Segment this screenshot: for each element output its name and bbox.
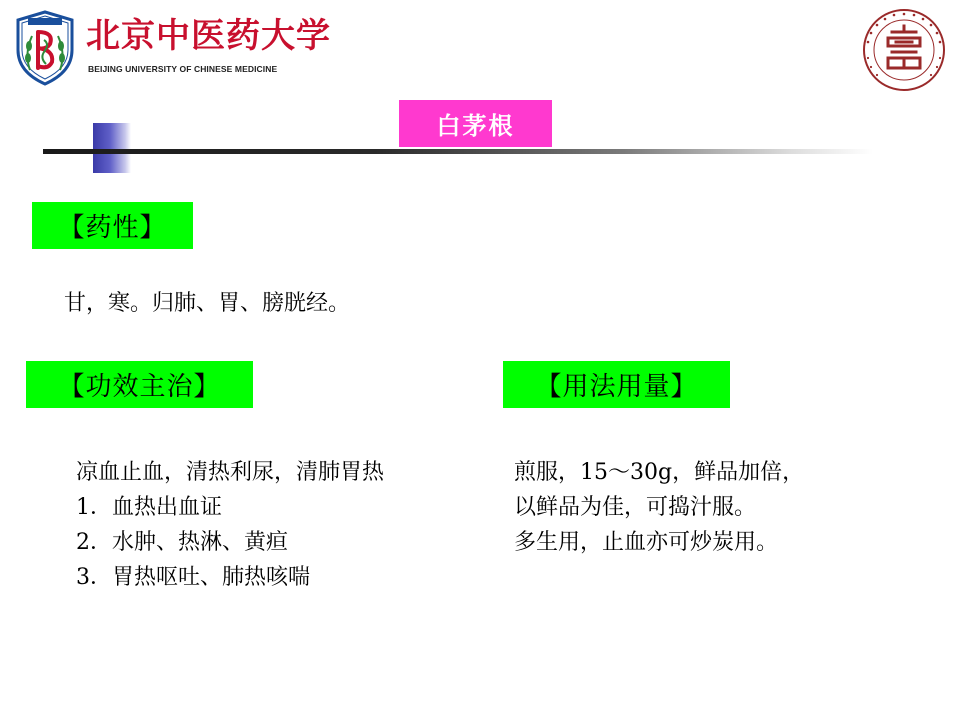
section-text-xingwei xyxy=(64,286,350,321)
university-name-cn: 北京中医药大学 xyxy=(86,16,331,56)
text-line: 3．胃热呕吐、肺热咳喘 xyxy=(76,565,310,590)
section-label-gongxiao: 【功效主治】 xyxy=(26,361,253,408)
title-divider-line xyxy=(43,149,873,154)
section-label-xingwei: 【药性】 xyxy=(32,202,193,249)
text-line: 甘，寒。归肺、胃、膀胱经。 xyxy=(64,291,351,316)
school-seal-icon xyxy=(862,8,946,92)
section-text-yongfa xyxy=(514,455,804,560)
section-text-gongxiao xyxy=(76,455,384,595)
page-title: 白茅根 xyxy=(399,100,552,147)
text-line: 以鲜品为佳，可捣汁服。 xyxy=(514,495,757,520)
text-line: 1．血热出血证 xyxy=(76,495,222,520)
text-line: 煎服，15～30g，鲜品加倍， xyxy=(514,460,805,485)
text-line: 2．水肿、热淋、黄疸 xyxy=(76,530,288,555)
decorative-gradient-block xyxy=(93,123,131,173)
text-line: 凉血止血，清热利尿，清肺胃热 xyxy=(76,460,385,485)
university-name-en: BEIJING UNIVERSITY OF CHINESE MEDICINE xyxy=(88,64,278,74)
university-logo xyxy=(14,8,331,88)
section-label-yongfa: 【用法用量】 xyxy=(503,361,730,408)
university-emblem-icon xyxy=(14,10,76,86)
text-line: 多生用，止血亦可炒炭用。 xyxy=(514,530,779,555)
